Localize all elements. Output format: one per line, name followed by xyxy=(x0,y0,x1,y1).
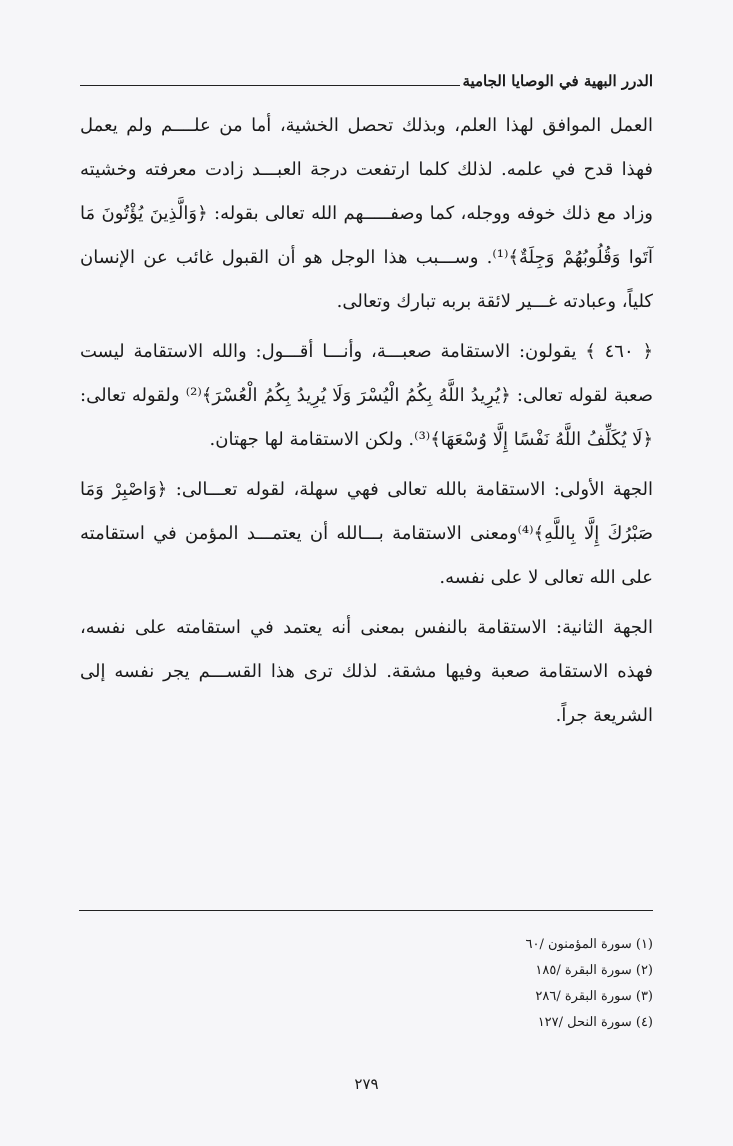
running-header xyxy=(80,68,653,98)
paragraph: الجهة الثانية: الاستقامة بالنفس بمعنى أنه يعتمد في استقامته على نفسه، فهذه الاستقامة صعبة وفيها مشقة. لذلك ترى هذا القســـم يجر نفسه إلى الشريعة جراً. xyxy=(80,617,653,726)
footnotes xyxy=(79,932,653,1036)
footnote: (٢) سورة البقرة /١٨٥ xyxy=(535,963,653,978)
paragraph: ﴿ ٤٦٠ ﴾ يقولون: الاستقامة صعبـــة، وأنـــا أقـــول: والله الاستقامة ليست صعبة لقوله تعالى: ﴿يُرِيدُ اللَّهُ بِكُمُ الْيُسْرَ وَلَا يُرِيدُ بِكُمُ الْعُسْرَ﴾⁽²⁾ ولقوله تعالى: ﴿لَا يُكَلِّفُ اللَّهُ نَفْسًا إِلَّا وُسْعَهَا﴾⁽³⁾. ولكن الاستقامة لها جهتان. xyxy=(80,341,653,450)
running-header-title: الدرر البهية في الوصايا الجامية xyxy=(462,72,653,90)
footnote: (١) سورة المؤمنون /٦٠ xyxy=(525,937,653,952)
paragraph: الجهة الأولى: الاستقامة بالله تعالى فهي سهلة، لقوله تعـــالى: ﴿وَاصْبِرْ وَمَا صَبْرُكَ إِلَّا بِاللَّهِ﴾⁽⁴⁾ومعنى الاستقامة بـــالله أن يعتمـــد المؤمن في استقامته على الله تعالى لا على نفسه. xyxy=(80,479,654,588)
main-text xyxy=(80,104,653,742)
page-number: ٢٧٩ xyxy=(354,1075,379,1093)
footnote: (٣) سورة البقرة /٢٨٦ xyxy=(535,989,653,1004)
paragraph: العمل الموافق لهذا العلم، وبذلك تحصل الخشية، أما من علــــم ولم يعمل فهذا قدح في علمه. لذلك كلما ارتفعت درجة العبـــد زادت معرفته وخشيته وزاد مع ذلك خوفه ووجله، كما وصفـــــهم الله تعالى بقوله: ﴿وَالَّذِينَ يُؤْتُونَ مَا آتَوا وَقُلُوبُهُمْ وَجِلَةٌ﴾⁽¹⁾. وســـبب هذا الوجل هو أن القبول غائب عن الإنسان كلياً، وعبادته غـــير لائقة بربه تبارك وتعالى. xyxy=(80,115,654,312)
footnote-rule xyxy=(79,910,653,911)
header-rule xyxy=(80,85,460,86)
footnote: (٤) سورة النحل /١٢٧ xyxy=(537,1015,653,1030)
